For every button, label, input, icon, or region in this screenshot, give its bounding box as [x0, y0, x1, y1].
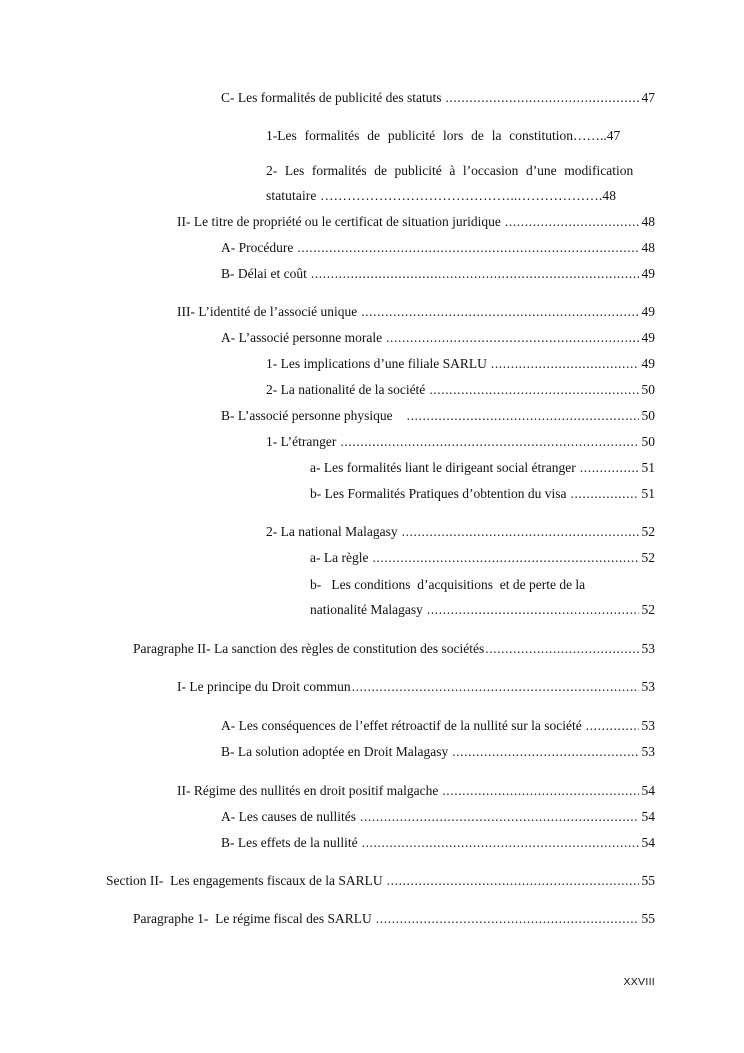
- toc-page-number: 52: [641, 550, 655, 565]
- toc-entry[interactable]: [221, 90, 655, 106]
- toc-page-number: 50: [641, 382, 655, 397]
- toc-page-number: 54: [641, 835, 655, 850]
- toc-entry-text: 1- Les implications d’une filiale SARLU: [266, 356, 487, 371]
- toc-entry-text: b- Les conditions d’acquisitions et de perte de la: [310, 577, 586, 592]
- toc-entry[interactable]: [177, 783, 655, 799]
- toc-entry-text: II- Régime des nullités en droit positif malgache: [177, 783, 439, 798]
- toc-entry-text: a- Les formalités liant le dirigeant social étranger: [310, 460, 576, 475]
- toc-entry[interactable]: [133, 641, 655, 657]
- toc-page-number: 54: [641, 783, 655, 798]
- toc-entry[interactable]: [310, 486, 655, 502]
- page-number-footer: XXVIII: [623, 976, 655, 988]
- toc-entry-text: Paragraphe II- La sanction des règles de constitution des sociétés: [133, 641, 485, 656]
- toc-leader-dots: [442, 783, 638, 799]
- toc-leader-dots: [427, 602, 639, 618]
- toc-leader-dots: [311, 266, 639, 282]
- toc-entry-text: B- L’associé personne physique: [221, 408, 393, 423]
- toc-page-number: 55: [641, 873, 655, 888]
- toc-entry-text: B- Les effets de la nullité: [221, 835, 358, 850]
- toc-entry-text: statutaire ……………………………………..……………….48: [266, 188, 617, 203]
- toc-page-number: 49: [641, 266, 655, 281]
- toc-entry[interactable]: [221, 718, 655, 734]
- toc-entry-text: 2- La national Malagasy: [266, 524, 398, 539]
- toc-leader-dots: [429, 382, 638, 398]
- toc-leader-dots: [387, 873, 639, 889]
- toc-entry[interactable]: [221, 744, 655, 760]
- toc-entry-text: A- Les causes de nullités: [221, 809, 356, 824]
- toc-entry-text: Paragraphe 1- Le régime fiscal des SARLU: [133, 911, 372, 926]
- toc-entry-text: 2- La nationalité de la société: [266, 382, 426, 397]
- toc-entry-text: A- Procédure: [221, 240, 294, 255]
- toc-page-number: 54: [641, 809, 655, 824]
- toc-entry[interactable]: [310, 577, 585, 593]
- toc-leader-dots: [402, 524, 639, 540]
- toc-page-number: 53: [641, 744, 655, 759]
- toc-entry-text: B- Délai et coût: [221, 266, 307, 281]
- toc-page-number: 49: [641, 304, 655, 319]
- toc-page-number: 52: [641, 602, 655, 617]
- toc-page-number: 50: [641, 408, 655, 423]
- toc-leader-dots: [372, 550, 638, 566]
- toc-entry-text: b- Les Formalités Pratiques d’obtention du visa: [310, 486, 567, 501]
- toc-entry-text: B- La solution adoptée en Droit Malagasy: [221, 744, 449, 759]
- toc-entry-continued[interactable]: [266, 188, 655, 204]
- toc-page-number: 47: [641, 90, 655, 105]
- toc-entry[interactable]: [221, 835, 655, 851]
- toc-leader-dots: [452, 744, 638, 760]
- toc-entry-text: A- Les conséquences de l’effet rétroactif de la nullité sur la société: [221, 718, 582, 733]
- toc-leader-dots: [407, 408, 639, 424]
- toc-page-number: 51: [641, 486, 655, 501]
- toc-entry[interactable]: [266, 524, 655, 540]
- toc-entry[interactable]: [266, 163, 655, 179]
- toc-page-number: 53: [641, 679, 655, 694]
- toc-entry[interactable]: [221, 330, 655, 346]
- toc-leader-dots: [361, 304, 638, 320]
- toc-entry[interactable]: [177, 679, 655, 695]
- toc-page-number: 48: [641, 214, 655, 229]
- toc-page-number: 49: [641, 356, 655, 371]
- toc-leader-dots: [485, 641, 638, 657]
- toc-leader-dots: [386, 330, 638, 346]
- toc-leader-dots: [491, 356, 639, 372]
- toc-leader-dots: [570, 486, 638, 502]
- toc-entry-text: a- La règle: [310, 550, 369, 565]
- toc-page-number: 51: [641, 460, 655, 475]
- toc-entry[interactable]: [266, 434, 655, 450]
- toc-entry-text: Section II- Les engagements fiscaux de la SARLU: [106, 873, 383, 888]
- toc-leader-dots: [505, 214, 639, 230]
- toc-entry[interactable]: [266, 128, 655, 144]
- toc-entry-text: II- Le titre de propriété ou le certificat de situation juridique: [177, 214, 501, 229]
- toc-entry-text: I- Le principe du Droit commun: [177, 679, 351, 694]
- toc-entry-text: 1-Les formalités de publicité lors de la constitution……..47: [266, 128, 621, 143]
- toc-entry-text: A- L’associé personne morale: [221, 330, 383, 345]
- toc-entry[interactable]: [106, 873, 655, 889]
- toc-entry-text: nationalité Malagasy: [310, 602, 423, 617]
- toc-entry[interactable]: [177, 214, 655, 230]
- toc-leader-dots: [445, 90, 638, 106]
- toc-entry[interactable]: [266, 382, 655, 398]
- toc-entry[interactable]: [133, 911, 655, 927]
- toc-page-number: 49: [641, 330, 655, 345]
- toc-entry[interactable]: [221, 266, 655, 282]
- toc-leader-dots: [297, 240, 638, 256]
- toc-leader-dots: [360, 809, 639, 825]
- toc-page-number: 55: [641, 911, 655, 926]
- toc-entry[interactable]: [221, 240, 655, 256]
- toc-entry-text: 2- Les formalités de publicité à l’occasion d’une modification: [266, 163, 634, 178]
- toc-leader-dots: [580, 460, 639, 476]
- toc-leader-dots: [586, 718, 639, 734]
- toc-page-number: 53: [641, 718, 655, 733]
- toc-entry[interactable]: [310, 550, 655, 566]
- toc-page-number: 53: [641, 641, 655, 656]
- toc-page-number: 50: [641, 434, 655, 449]
- toc-entry[interactable]: [177, 304, 655, 320]
- toc-entry[interactable]: [266, 356, 655, 372]
- toc-leader-dots: [362, 835, 639, 851]
- toc-entry-continued[interactable]: [310, 602, 655, 618]
- toc-entry-text: C- Les formalités de publicité des statuts: [221, 90, 442, 105]
- toc-leader-dots: [376, 911, 639, 927]
- toc-entry-text: 1- L’étranger: [266, 434, 337, 449]
- toc-entry[interactable]: [221, 408, 655, 424]
- toc-leader-dots: [352, 679, 639, 695]
- toc-entry[interactable]: [310, 460, 655, 476]
- toc-page-number: 48: [641, 240, 655, 255]
- toc-leader-dots: [340, 434, 638, 450]
- toc-entry-text: III- L’identité de l’associé unique: [177, 304, 358, 319]
- toc-entry[interactable]: [221, 809, 655, 825]
- toc-page-number: 52: [641, 524, 655, 539]
